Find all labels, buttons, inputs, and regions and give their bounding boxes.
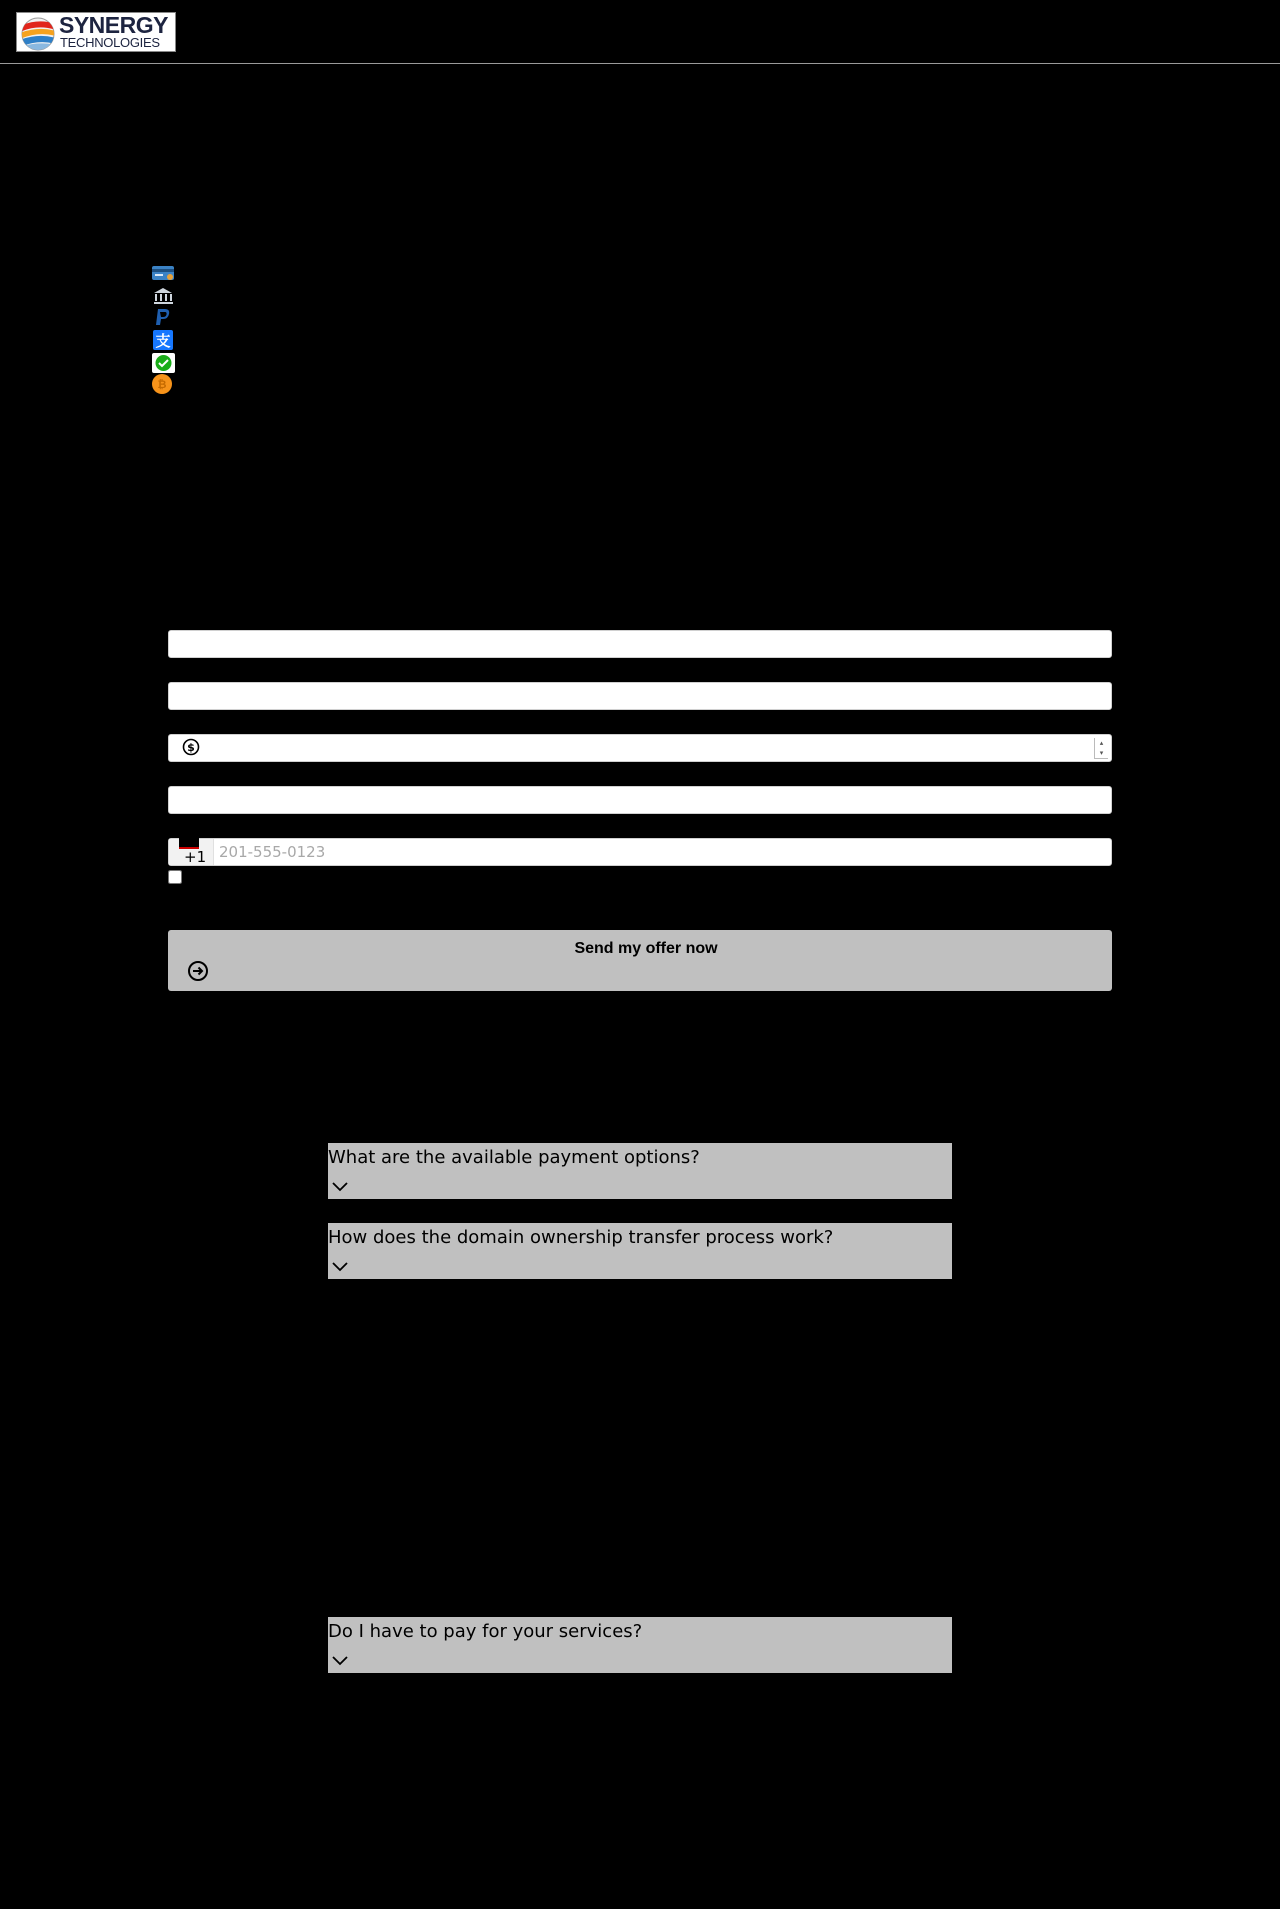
offer-amount-stepper[interactable] xyxy=(1094,738,1108,759)
send-offer-button[interactable] xyxy=(168,930,1112,991)
extra-input[interactable] xyxy=(169,787,1111,813)
paypal-icon xyxy=(151,308,175,328)
email-field[interactable] xyxy=(168,682,1112,710)
extra-field[interactable] xyxy=(168,786,1112,814)
logo-subtitle: TECHNOLOGIES xyxy=(60,35,160,50)
faq-question: Do I have to pay for your services? xyxy=(328,1621,643,1642)
dollar-circle-icon xyxy=(182,738,200,760)
faq-question: How does the domain ownership transfer process work? xyxy=(328,1227,834,1248)
credit-card-icon xyxy=(151,263,175,283)
offer-amount-field[interactable] xyxy=(168,734,1112,762)
phone-field[interactable] xyxy=(168,838,1112,866)
svg-text:支: 支 xyxy=(155,332,171,350)
svg-text:$: $ xyxy=(187,741,195,754)
faq-item-transfer-process[interactable] xyxy=(328,1223,952,1279)
consent-checkbox[interactable] xyxy=(168,870,182,884)
arrow-right-circle-icon xyxy=(187,960,209,985)
alipay-icon xyxy=(151,330,175,350)
faq-question: What are the available payment options? xyxy=(328,1147,700,1168)
site-header xyxy=(0,0,1280,64)
phone-input[interactable] xyxy=(213,839,1111,865)
stepper-down-icon[interactable]: ▾ xyxy=(1099,749,1104,757)
svg-text:₿: ₿ xyxy=(157,378,167,391)
country-code-selector[interactable] xyxy=(169,839,214,865)
name-field[interactable] xyxy=(168,630,1112,658)
offer-amount-input[interactable] xyxy=(169,735,1111,761)
name-input[interactable] xyxy=(169,631,1111,657)
email-input[interactable] xyxy=(169,683,1111,709)
globe-logo-icon xyxy=(20,16,56,52)
bitcoin-icon xyxy=(151,374,175,394)
bank-transfer-icon xyxy=(151,286,175,306)
chevron-down-icon xyxy=(331,1178,349,1197)
chevron-down-icon xyxy=(331,1258,349,1277)
stepper-up-icon[interactable]: ▴ xyxy=(1099,739,1104,747)
dial-code: +1 xyxy=(184,848,207,866)
chevron-down-icon xyxy=(331,1652,349,1671)
synergy-logo[interactable] xyxy=(16,12,176,52)
faq-item-payment-options[interactable] xyxy=(328,1143,952,1199)
send-offer-label: Send my offer now xyxy=(574,940,718,957)
logo-title: SYNERGY xyxy=(59,12,168,38)
faq-item-service-fees[interactable] xyxy=(328,1617,952,1673)
wechat-pay-icon xyxy=(151,353,175,373)
